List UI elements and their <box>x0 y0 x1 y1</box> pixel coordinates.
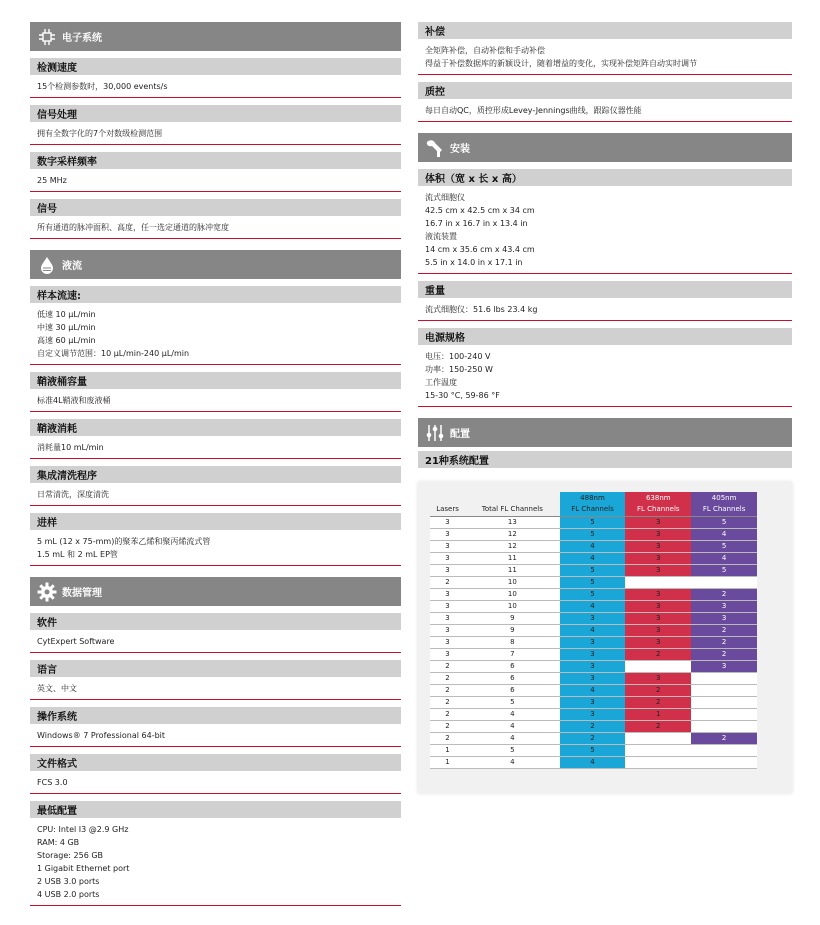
spec-value <box>418 345 792 407</box>
left-column <box>30 22 401 906</box>
spec-label: 鞘液消耗 <box>30 419 401 436</box>
table-row <box>430 720 757 732</box>
table-row <box>430 612 757 624</box>
table-cell: 3 <box>430 528 465 540</box>
table-cell: 3 <box>625 612 691 624</box>
gear-icon <box>36 581 58 603</box>
table-cell: 2 <box>430 696 465 708</box>
spec-line: 拥有全数字化的7个对数级检测范围 <box>37 129 163 138</box>
spec-value <box>30 303 401 365</box>
circuit-icon <box>36 26 58 48</box>
header-488nm: 488nm <box>560 492 626 504</box>
table-cell: 3 <box>430 540 465 552</box>
table-cell: 4 <box>560 552 626 564</box>
spec-line: CytExpert Software <box>37 637 115 646</box>
table-row <box>430 516 757 528</box>
spec-line: 25 MHz <box>37 176 67 185</box>
spec-line: 14 cm x 35.6 cm x 43.4 cm <box>425 245 535 254</box>
table-cell: 5 <box>465 744 560 756</box>
table-cell: 3 <box>625 588 691 600</box>
section-header-electronics <box>30 22 401 51</box>
table-cell: 4 <box>691 528 757 540</box>
table-cell: 3 <box>625 516 691 528</box>
table-cell: 5 <box>465 696 560 708</box>
table-cell: 5 <box>691 564 757 576</box>
section-title: 液流 <box>62 261 82 272</box>
table-cell: 2 <box>625 720 691 732</box>
table-cell: 3 <box>560 660 626 672</box>
table-cell: 3 <box>560 672 626 684</box>
table-cell: 3 <box>560 636 626 648</box>
table-cell <box>625 660 691 672</box>
spec-line: 电压：100-240 V <box>425 352 491 361</box>
table-cell: 12 <box>465 528 560 540</box>
spec-value <box>30 771 401 794</box>
table-cell: 3 <box>625 636 691 648</box>
spec-label: 文件格式 <box>30 754 401 771</box>
table-cell: 5 <box>560 564 626 576</box>
spec-label: 电源规格 <box>418 328 792 345</box>
spec-value <box>30 169 401 192</box>
table-cell: 7 <box>465 648 560 660</box>
table-cell: 3 <box>430 552 465 564</box>
table-cell: 5 <box>691 516 757 528</box>
table-cell: 1 <box>430 744 465 756</box>
table-cell <box>625 576 691 588</box>
table-cell: 2 <box>560 732 626 744</box>
table-cell: 3 <box>691 612 757 624</box>
table-cell: 2 <box>691 648 757 660</box>
table-cell: 3 <box>430 624 465 636</box>
table-cell: 4 <box>691 552 757 564</box>
header-red-channels: FL Channels <box>625 504 691 516</box>
header-638nm: 638nm <box>625 492 691 504</box>
spec-label: 信号处理 <box>30 105 401 122</box>
table-row <box>430 540 757 552</box>
table-row <box>430 600 757 612</box>
table-cell: 3 <box>430 600 465 612</box>
spec-line: 工作温度 <box>425 378 457 387</box>
table-cell: 4 <box>560 540 626 552</box>
spec-line: 15-30 °C, 59-86 °F <box>425 391 500 400</box>
table-cell: 3 <box>625 540 691 552</box>
spec-label: 质控 <box>418 82 792 99</box>
table-cell: 3 <box>560 612 626 624</box>
spec-label: 软件 <box>30 613 401 630</box>
table-cell: 2 <box>430 660 465 672</box>
spec-value <box>30 122 401 145</box>
table-row <box>430 648 757 660</box>
section-title: 数据管理 <box>62 588 102 599</box>
table-row <box>430 756 757 768</box>
table-cell: 11 <box>465 564 560 576</box>
spec-line: 全矩阵补偿，自动补偿和手动补偿 <box>425 46 545 55</box>
table-cell: 6 <box>465 684 560 696</box>
table-cell: 3 <box>430 612 465 624</box>
table-cell: 5 <box>560 528 626 540</box>
table-cell <box>691 696 757 708</box>
table-cell: 4 <box>465 708 560 720</box>
table-row <box>430 552 757 564</box>
table-cell: 10 <box>465 576 560 588</box>
table-cell: 5 <box>560 576 626 588</box>
spec-value <box>30 483 401 506</box>
table-cell: 3 <box>625 564 691 576</box>
spec-line: RAM: 4 GB <box>37 838 80 847</box>
table-cell: 3 <box>430 636 465 648</box>
table-cell: 5 <box>560 588 626 600</box>
header-405nm: 405nm <box>691 492 757 504</box>
droplet-icon <box>36 254 58 276</box>
spec-line: 消耗量10 mL/min <box>37 443 104 452</box>
table-cell: 4 <box>560 624 626 636</box>
spec-line: Storage: 256 GB <box>37 851 104 860</box>
table-cell: 2 <box>430 576 465 588</box>
table-cell: 2 <box>691 732 757 744</box>
table-cell: 4 <box>465 756 560 768</box>
table-cell: 4 <box>560 600 626 612</box>
table-row <box>430 660 757 672</box>
table-row <box>430 696 757 708</box>
table-row <box>430 684 757 696</box>
table-cell: 3 <box>691 660 757 672</box>
section-title: 配置 <box>450 429 470 440</box>
table-cell: 4 <box>560 756 626 768</box>
section-header-config <box>418 418 792 447</box>
spec-value <box>30 216 401 239</box>
table-cell <box>691 756 757 768</box>
table-cell: 2 <box>430 720 465 732</box>
table-cell: 6 <box>465 660 560 672</box>
table-cell: 5 <box>560 744 626 756</box>
spec-line: 5.5 in x 14.0 in x 17.1 in <box>425 258 523 267</box>
table-cell <box>691 576 757 588</box>
table-cell: 3 <box>625 624 691 636</box>
table-cell <box>691 672 757 684</box>
spec-value <box>30 630 401 653</box>
spec-label: 检测速度 <box>30 58 401 75</box>
spec-line: 2 USB 3.0 ports <box>37 877 100 886</box>
table-cell: 3 <box>430 648 465 660</box>
table-row <box>430 672 757 684</box>
table-cell: 2 <box>430 672 465 684</box>
spec-value <box>30 724 401 747</box>
spec-line: 液流装置 <box>425 232 457 241</box>
spec-line: CPU: Intel I3 @2.9 GHz <box>37 825 129 834</box>
table-cell: 3 <box>430 564 465 576</box>
spec-line: 高速 60 µL/min <box>37 336 96 345</box>
table-cell: 2 <box>691 624 757 636</box>
config-subtitle: 21种系统配置 <box>418 451 792 468</box>
spec-label: 集成清洗程序 <box>30 466 401 483</box>
header-violet-channels: FL Channels <box>691 504 757 516</box>
header-total: Total FL Channels <box>481 505 543 514</box>
spec-value <box>30 75 401 98</box>
table-row <box>430 564 757 576</box>
spec-label: 补偿 <box>418 22 792 39</box>
header-blue-channels: FL Channels <box>560 504 626 516</box>
table-cell: 10 <box>465 600 560 612</box>
spec-value <box>30 436 401 459</box>
table-cell: 2 <box>691 636 757 648</box>
section-header-data-management <box>30 577 401 606</box>
table-cell <box>691 684 757 696</box>
table-cell: 3 <box>560 696 626 708</box>
section-title: 电子系统 <box>62 33 102 44</box>
table-cell: 2 <box>430 708 465 720</box>
spec-value <box>418 298 792 321</box>
table-row <box>430 588 757 600</box>
spec-line: 中速 30 µL/min <box>37 323 96 332</box>
table-row <box>430 708 757 720</box>
spec-label: 语言 <box>30 660 401 677</box>
spec-line: Windows® 7 Professional 64-bit <box>37 731 166 740</box>
spec-line: 功率：150-250 W <box>425 365 493 374</box>
header-lasers: Lasers <box>436 505 459 514</box>
spec-label: 操作系统 <box>30 707 401 724</box>
table-cell: 1 <box>625 708 691 720</box>
spec-line: 每日自动QC，质控形成Levey-Jennings曲线，跟踪仪器性能 <box>425 106 642 115</box>
section-header-install <box>418 133 792 162</box>
table-cell: 2 <box>430 684 465 696</box>
table-cell: 2 <box>625 648 691 660</box>
table-cell: 3 <box>625 528 691 540</box>
table-row <box>430 576 757 588</box>
spec-line: 日常清洗，深度清洗 <box>37 490 109 499</box>
table-cell <box>625 756 691 768</box>
table-cell: 1 <box>430 756 465 768</box>
table-cell: 13 <box>465 516 560 528</box>
table-cell <box>691 708 757 720</box>
spec-value <box>30 530 401 566</box>
table-cell <box>625 744 691 756</box>
table-cell: 3 <box>560 648 626 660</box>
table-cell: 2 <box>625 696 691 708</box>
table-cell: 3 <box>625 600 691 612</box>
spec-line: 42.5 cm x 42.5 cm x 34 cm <box>425 206 535 215</box>
config-table-card <box>418 482 792 793</box>
spec-line: 标准4L鞘液和废液桶 <box>37 396 111 405</box>
spec-value <box>30 677 401 700</box>
section-title: 安装 <box>450 144 470 155</box>
table-cell: 4 <box>465 720 560 732</box>
spec-line: FCS 3.0 <box>37 778 68 787</box>
table-cell: 2 <box>691 588 757 600</box>
table-cell: 4 <box>560 684 626 696</box>
table-cell: 6 <box>465 672 560 684</box>
table-cell: 3 <box>430 588 465 600</box>
table-row <box>430 624 757 636</box>
sliders-icon <box>424 422 446 444</box>
table-cell: 9 <box>465 624 560 636</box>
table-cell: 3 <box>691 600 757 612</box>
table-cell <box>691 720 757 732</box>
spec-value <box>418 99 792 122</box>
table-cell: 12 <box>465 540 560 552</box>
spec-line: 所有通道的脉冲面积、高度，任一选定通道的脉冲宽度 <box>37 223 229 232</box>
table-cell: 3 <box>625 672 691 684</box>
table-cell: 2 <box>430 732 465 744</box>
table-cell: 8 <box>465 636 560 648</box>
spec-value <box>418 39 792 75</box>
spec-line: 低速 10 µL/min <box>37 310 96 319</box>
table-cell: 3 <box>625 552 691 564</box>
table-cell: 4 <box>465 732 560 744</box>
table-cell: 2 <box>560 720 626 732</box>
spec-label: 数字采样频率 <box>30 152 401 169</box>
table-row <box>430 744 757 756</box>
spec-line: 流式细胞仪 <box>425 193 465 202</box>
table-cell: 9 <box>465 612 560 624</box>
spec-value <box>418 186 792 274</box>
table-cell: 10 <box>465 588 560 600</box>
spec-line: 流式细胞仪：51.6 lbs 23.4 kg <box>425 305 538 314</box>
table-cell: 5 <box>560 516 626 528</box>
table-cell <box>691 744 757 756</box>
spec-line: 4 USB 2.0 ports <box>37 890 100 899</box>
table-row <box>430 732 757 744</box>
spec-label: 鞘液桶容量 <box>30 372 401 389</box>
spec-value <box>30 389 401 412</box>
spec-label: 重量 <box>418 281 792 298</box>
spec-value <box>30 818 401 906</box>
spec-label: 最低配置 <box>30 801 401 818</box>
table-cell: 5 <box>691 540 757 552</box>
config-table <box>430 492 757 769</box>
spec-label: 信号 <box>30 199 401 216</box>
spec-label: 体积（宽 x 长 x 高） <box>418 169 792 186</box>
spec-line: 15个检测参数时，30,000 events/s <box>37 82 168 91</box>
table-cell: 3 <box>430 516 465 528</box>
spec-line: 5 mL (12 x 75-mm)的聚苯乙烯和聚丙烯流式管 <box>37 537 211 546</box>
spec-line: 得益于补偿数据库的新颖设计，随着增益的变化，实现补偿矩阵自动实时调节 <box>425 59 697 68</box>
table-cell: 11 <box>465 552 560 564</box>
spec-line: 自定义调节范围：10 µL/min-240 µL/min <box>37 349 190 358</box>
table-row <box>430 528 757 540</box>
spec-line: 16.7 in x 16.7 in x 13.4 in <box>425 219 528 228</box>
table-cell <box>625 732 691 744</box>
spec-line: 英文、中文 <box>37 684 77 693</box>
wrench-icon <box>424 137 446 159</box>
spec-label: 进样 <box>30 513 401 530</box>
section-header-fluidics <box>30 250 401 279</box>
spec-line: 1 Gigabit Ethernet port <box>37 864 130 873</box>
spec-line: 1.5 mL 和 2 mL EP管 <box>37 550 118 559</box>
table-cell: 3 <box>560 708 626 720</box>
table-cell: 2 <box>625 684 691 696</box>
right-column <box>418 22 792 793</box>
spec-label: 样本流速: <box>30 286 401 303</box>
table-row <box>430 636 757 648</box>
